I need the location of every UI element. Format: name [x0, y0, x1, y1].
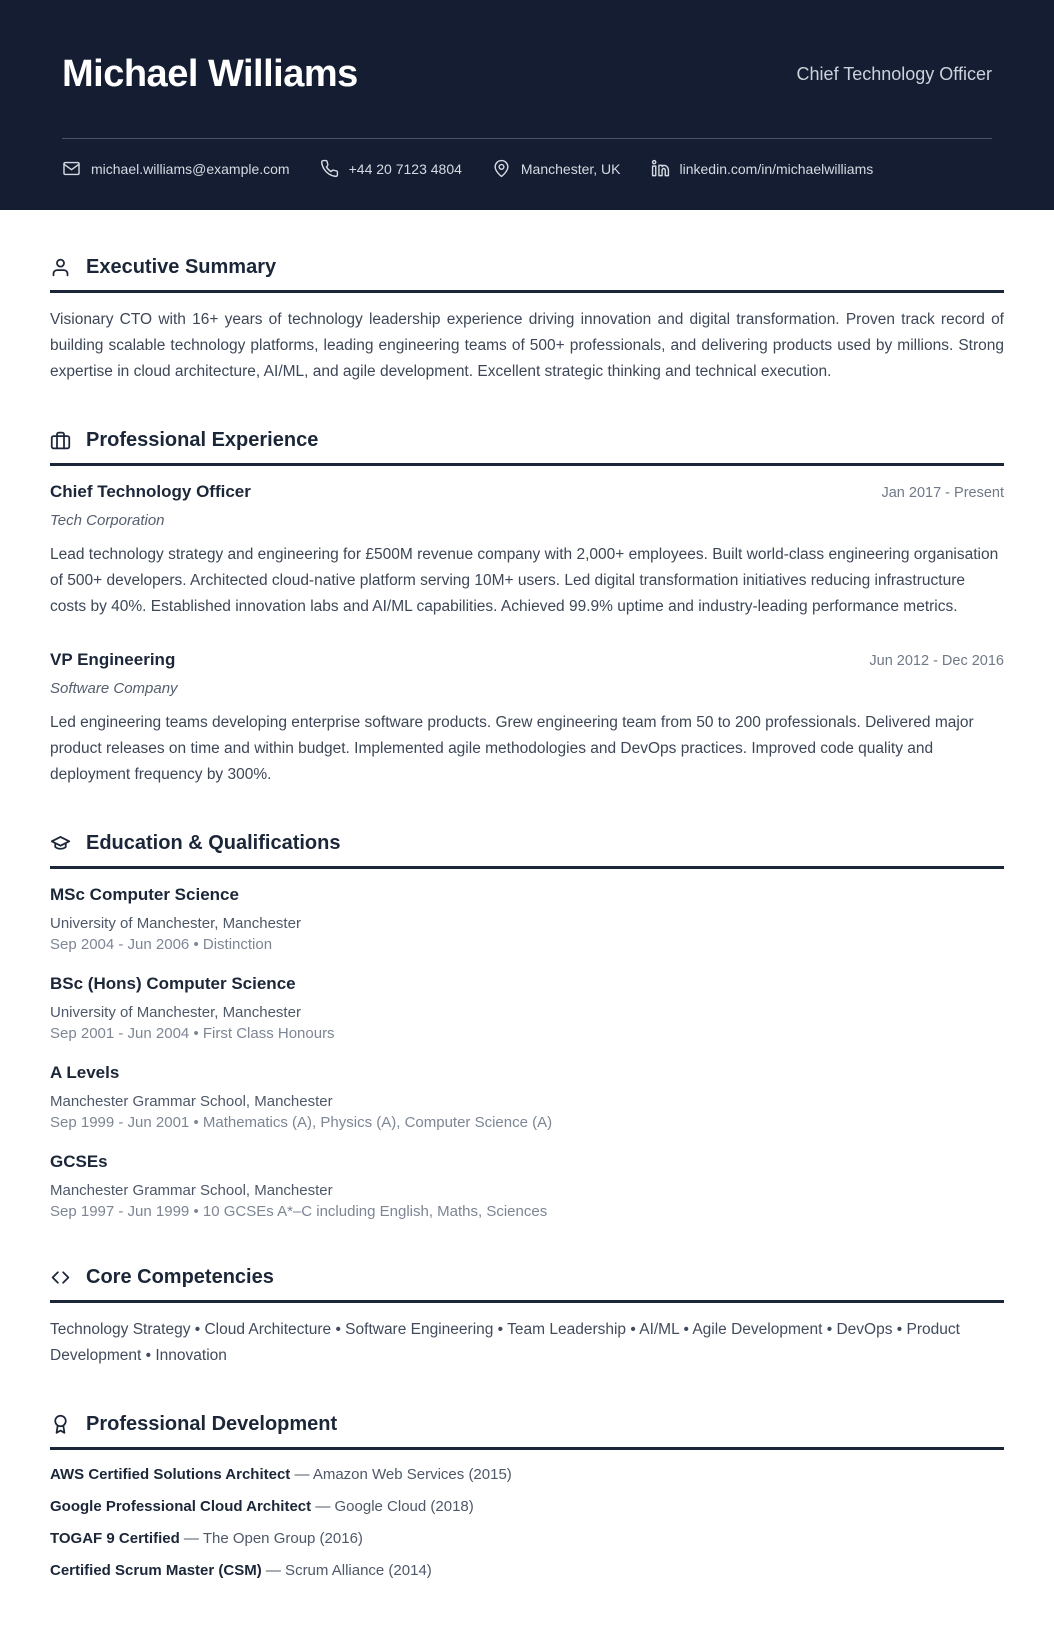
certification-entry — [50, 1464, 1004, 1486]
contact-email[interactable] — [62, 159, 290, 178]
award-icon — [50, 1414, 71, 1435]
job-head — [50, 480, 1004, 504]
section-rule — [50, 866, 1004, 869]
contact-row — [62, 159, 992, 178]
certification-name: Google Professional Cloud Architect — [50, 1498, 312, 1515]
linkedin-icon — [651, 159, 670, 178]
certification-issuer: — Google Cloud (2018) — [315, 1498, 474, 1515]
education-entry — [50, 1150, 1004, 1222]
education-degree: GCSEs — [50, 1152, 108, 1171]
section-title: Education & Qualifications — [86, 832, 341, 854]
education-meta: Sep 1999 - Jun 2001 • Mathematics (A), Physics (A), Computer Science (A) — [50, 1114, 553, 1131]
person-role: Chief Technology Officer — [796, 63, 992, 84]
job-entry — [50, 648, 1004, 788]
graduation-cap-icon — [50, 833, 71, 854]
section-professional-experience — [50, 427, 1004, 788]
job-title: VP Engineering — [50, 650, 176, 669]
job-title: Chief Technology Officer — [50, 482, 251, 501]
section-title: Professional Experience — [86, 429, 319, 451]
education-degree: A Levels — [50, 1063, 120, 1082]
section-heading-professional-development — [50, 1411, 1004, 1437]
certification-list — [50, 1464, 1004, 1582]
section-rule — [50, 463, 1004, 466]
resume-body — [0, 254, 1054, 1630]
certification-name: AWS Certified Solutions Architect — [50, 1466, 291, 1483]
competencies-list: Technology Strategy • Cloud Architecture • Software Engineering • Team Leadership • AI/ML • Agile Development • DevOps • Product Development • Innovation — [50, 1321, 960, 1364]
education-entry — [50, 1061, 1004, 1133]
map-pin-icon — [492, 159, 511, 178]
certification-entry — [50, 1528, 1004, 1550]
education-entry — [50, 972, 1004, 1044]
header-divider — [62, 138, 992, 139]
contact-linkedin[interactable] — [651, 159, 874, 178]
certification-issuer: — The Open Group (2016) — [183, 1530, 363, 1547]
certification-entry — [50, 1560, 1004, 1582]
section-heading-professional-experience — [50, 427, 1004, 453]
section-core-competencies — [50, 1264, 1004, 1369]
header-top — [62, 0, 992, 96]
job-description: Lead technology strategy and engineering for £500M revenue company with 2,000+ employees. Built world-class engineering organisation of 500+ developers. Architected cloud-native platform serving 10M+ users. Led digital transformation initiatives reducing infrastructure costs by 40%. Established innovation labs and AI/ML capabilities. Achieved 99.9% uptime and industry-leading performance metrics. — [50, 546, 999, 615]
contact-linkedin-text: linkedin.com/in/michaelwilliams — [679, 160, 874, 177]
section-title: Core Competencies — [86, 1266, 274, 1288]
section-rule — [50, 290, 1004, 293]
header — [0, 0, 1054, 210]
certification-name: TOGAF 9 Certified — [50, 1530, 180, 1547]
job-company: Tech Corporation — [50, 512, 165, 529]
user-icon — [50, 257, 71, 278]
section-title: Executive Summary — [86, 256, 277, 278]
section-heading-education — [50, 830, 1004, 856]
section-heading-executive-summary — [50, 254, 1004, 280]
person-name: Michael Williams — [62, 53, 358, 95]
section-heading-core-competencies — [50, 1264, 1004, 1290]
briefcase-icon — [50, 430, 71, 451]
education-institution: University of Manchester, Manchester — [50, 1004, 301, 1021]
education-institution: Manchester Grammar School, Manchester — [50, 1093, 333, 1110]
phone-icon — [320, 159, 339, 178]
contact-phone[interactable] — [320, 159, 462, 178]
section-executive-summary — [50, 254, 1004, 385]
section-rule — [50, 1447, 1004, 1450]
code-icon — [50, 1267, 71, 1288]
education-meta: Sep 2004 - Jun 2006 • Distinction — [50, 936, 273, 953]
contact-location-text: Manchester, UK — [520, 160, 621, 177]
education-institution: University of Manchester, Manchester — [50, 915, 301, 932]
education-institution: Manchester Grammar School, Manchester — [50, 1182, 333, 1199]
job-dates: Jan 2017 - Present — [881, 485, 1004, 501]
certification-issuer: — Scrum Alliance (2014) — [265, 1562, 432, 1579]
contact-email-text: michael.williams@example.com — [91, 160, 290, 177]
mail-icon — [62, 159, 81, 178]
job-dates: Jun 2012 - Dec 2016 — [869, 653, 1004, 669]
education-entry — [50, 883, 1004, 955]
education-meta: Sep 2001 - Jun 2004 • First Class Honours — [50, 1025, 335, 1042]
section-professional-development — [50, 1411, 1004, 1582]
education-meta: Sep 1997 - Jun 1999 • 10 GCSEs A*–C including English, Maths, Sciences — [50, 1203, 548, 1220]
certification-name: Certified Scrum Master (CSM) — [50, 1562, 262, 1579]
contact-phone-text: +44 20 7123 4804 — [348, 160, 462, 177]
certification-issuer: — Amazon Web Services (2015) — [294, 1466, 512, 1483]
education-degree: BSc (Hons) Computer Science — [50, 974, 296, 993]
certification-entry — [50, 1496, 1004, 1518]
job-entry — [50, 480, 1004, 620]
summary-paragraph: Visionary CTO with 16+ years of technology leadership experience driving innovation and digital transformation. Proven track record of building scalable technology platforms, leading engineering teams of 500+ professionals, and delivering products used by millions. Strong expertise in cloud architecture, AI/ML, and agile development. Excellent strategic thinking and technical execution. — [50, 311, 1004, 380]
section-title: Professional Development — [86, 1413, 338, 1435]
section-education — [50, 830, 1004, 1222]
section-rule — [50, 1300, 1004, 1303]
contact-location[interactable] — [492, 159, 621, 178]
education-degree: MSc Computer Science — [50, 885, 239, 904]
job-company: Software Company — [50, 680, 178, 697]
job-description: Led engineering teams developing enterprise software products. Grew engineering team from 50 to 200 professionals. Delivered major product releases on time and within budget. Implemented agile methodologies and DevOps practices. Improved code quality and deployment frequency by 300%. — [50, 714, 974, 783]
job-head — [50, 648, 1004, 672]
